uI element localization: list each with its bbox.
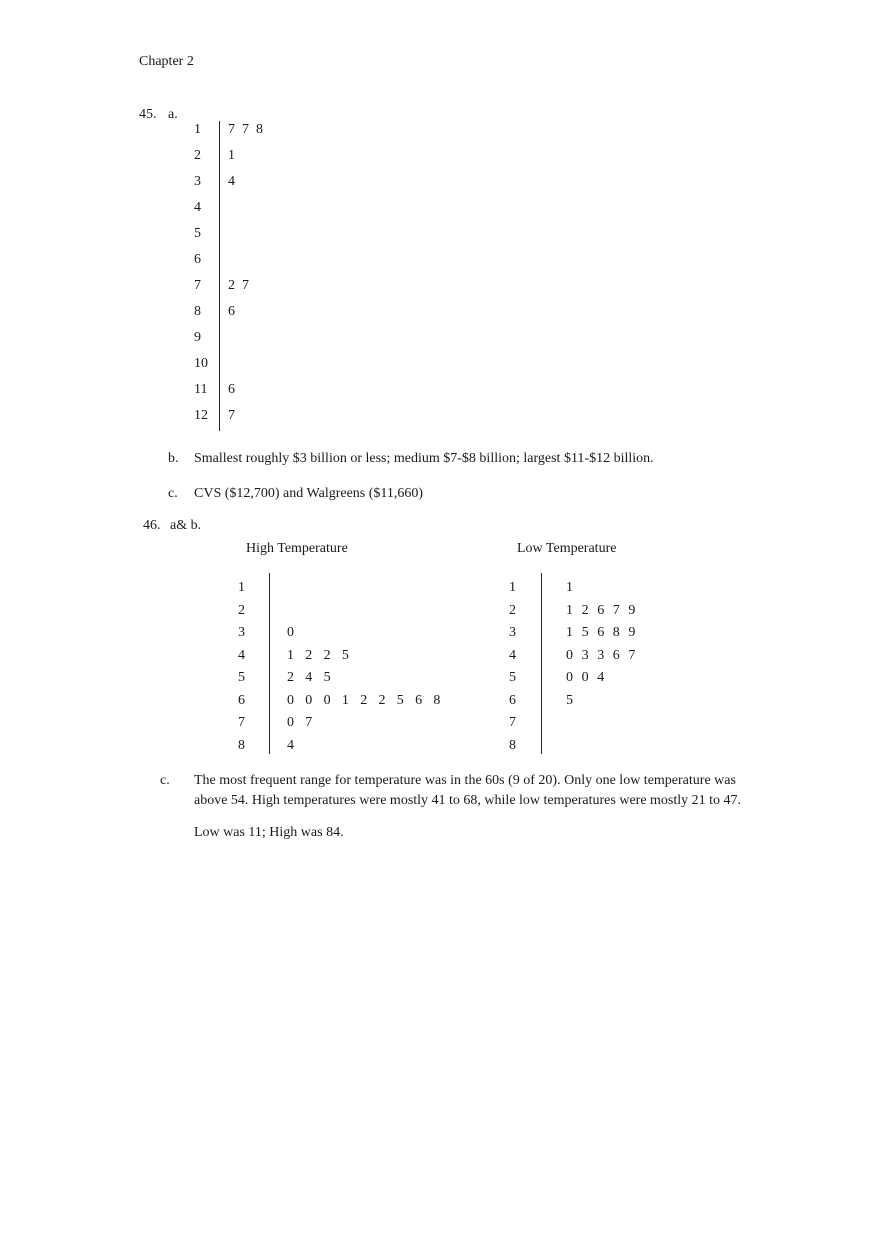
low-temp-leaf: 1: [566, 580, 573, 595]
low-temp-leaf: 8: [612, 625, 620, 640]
high-temp-leaf: 0: [305, 692, 313, 708]
q45-leaf: 7: [228, 408, 235, 423]
low-temp-stem: 1: [509, 580, 516, 595]
q45-leaf: 7: [228, 122, 235, 137]
q46-part-ab-label: a& b.: [170, 518, 202, 533]
q46-part-c-note: Low was 11; High was 84.: [194, 825, 344, 840]
low-temp-leaf: 5: [566, 692, 573, 708]
q46-number: 46.: [143, 518, 161, 533]
high-temp-leaf: 2: [360, 692, 368, 708]
low-temp-stem: 5: [509, 670, 516, 685]
high-temp-leaf: 2: [287, 670, 294, 685]
low-temp-leaf: 6: [612, 647, 620, 663]
q45-stem: 10: [194, 356, 208, 371]
q46-part-c-text: The most frequent range for temperature was in the 60s (9 of 20). Only one low temperature was above 54. High temperatures were mostly 41 to 68, while low temperatures were mostly 21 to 47.: [194, 773, 742, 808]
q45-number: 45.: [139, 107, 157, 122]
high-temp-title: High Temperature: [246, 541, 348, 556]
low-temp-leaf: 1: [566, 625, 573, 640]
q45-leaf: 4: [228, 174, 235, 189]
low-temp-leaf: 3: [581, 647, 589, 663]
low-temp-leaf: 0: [581, 670, 589, 685]
page-header: Chapter 2: [139, 54, 194, 69]
q45-stem: 9: [194, 330, 201, 345]
low-temp-leaf: 6: [597, 625, 605, 640]
high-temp-leaf: 1: [287, 647, 294, 663]
high-temp-leaf: 7: [305, 715, 313, 730]
q45-part-c-label: c.: [168, 486, 178, 501]
high-temp-leaf: 2: [378, 692, 386, 708]
high-temp-stem: 5: [238, 670, 245, 685]
low-temp-stem: 6: [509, 692, 516, 708]
high-temp-leaf: 5: [341, 647, 349, 663]
q45-stem: 1: [194, 122, 201, 137]
low-temp-leaf: 4: [597, 670, 605, 685]
high-temp-stem: 6: [238, 692, 245, 708]
q45-stem: 6: [194, 252, 201, 267]
q45-stem: 3: [194, 174, 201, 189]
q45-stem: 12: [194, 408, 208, 423]
q45-stem: 2: [194, 148, 201, 163]
high-temp-leaf: 4: [305, 670, 313, 685]
high-temp-stem: 7: [238, 715, 245, 730]
high-temp-stem: 1: [238, 580, 245, 595]
q45-leaf: 6: [228, 382, 235, 397]
q45-leaf: 2: [228, 278, 235, 293]
high-temp-leaf: 0: [323, 692, 331, 708]
q45-leaf: 7: [242, 278, 249, 293]
q46-part-c-label: c.: [160, 773, 170, 788]
low-temp-stem: 8: [509, 737, 516, 753]
high-temp-stem: 8: [238, 737, 245, 753]
low-temp-leaf: 5: [581, 625, 589, 640]
q45-leaf: 1: [228, 148, 235, 163]
q45-part-c-text: CVS ($12,700) and Walgreens ($11,660): [194, 486, 424, 501]
q45-leaf: 8: [256, 122, 263, 137]
high-temp-leaf: 2: [323, 647, 331, 663]
low-temp-stem: 3: [509, 625, 516, 640]
q45-stem: 5: [194, 226, 201, 241]
q45-leaf: 7: [242, 122, 249, 137]
low-temp-leaf: 0: [566, 670, 573, 685]
high-temp-leaf: 0: [287, 625, 294, 640]
q45-leaf: 6: [228, 304, 235, 319]
low-temp-leaf: 1: [566, 602, 573, 618]
high-temp-divider: [269, 573, 270, 754]
q45-part-b-label: b.: [168, 451, 179, 466]
low-temp-leaf: 6: [597, 602, 605, 618]
q45-stem-divider: [219, 121, 220, 431]
high-temp-leaf: 1: [341, 692, 349, 708]
low-temp-leaf: 7: [612, 602, 620, 618]
low-temp-leaf: 9: [628, 602, 636, 618]
low-temp-title: Low Temperature: [517, 541, 617, 556]
low-temp-leaf: 3: [597, 647, 605, 663]
high-temp-leaf: 8: [433, 692, 441, 708]
high-temp-leaf: 4: [287, 737, 294, 753]
low-temp-stem: 4: [509, 647, 516, 663]
high-temp-leaf: 0: [287, 692, 294, 708]
high-temp-leaf: 2: [305, 647, 313, 663]
low-temp-leaf: 2: [581, 602, 589, 618]
low-temp-divider: [541, 573, 542, 754]
high-temp-stem: 3: [238, 625, 245, 640]
low-temp-leaf: 9: [628, 625, 636, 640]
low-temp-stem: 2: [509, 602, 516, 618]
high-temp-stem: 2: [238, 602, 245, 618]
high-temp-leaf: 0: [287, 715, 294, 730]
q45-stem: 7: [194, 278, 201, 293]
high-temp-stem: 4: [238, 647, 245, 663]
low-temp-leaf: 0: [566, 647, 573, 663]
q45-stem: 11: [194, 382, 208, 397]
high-temp-leaf: 5: [323, 670, 331, 685]
high-temp-leaf: 5: [396, 692, 404, 708]
low-temp-leaf: 7: [628, 647, 636, 663]
high-temp-leaf: 6: [415, 692, 423, 708]
q45-stem: 8: [194, 304, 201, 319]
low-temp-stem: 7: [509, 715, 516, 730]
q45-part-a-label: a.: [168, 107, 178, 122]
q45-part-b-text: Smallest roughly $3 billion or less; medium $7-$8 billion; largest $11-$12 billion.: [194, 451, 654, 466]
q45-stem: 4: [194, 200, 201, 215]
